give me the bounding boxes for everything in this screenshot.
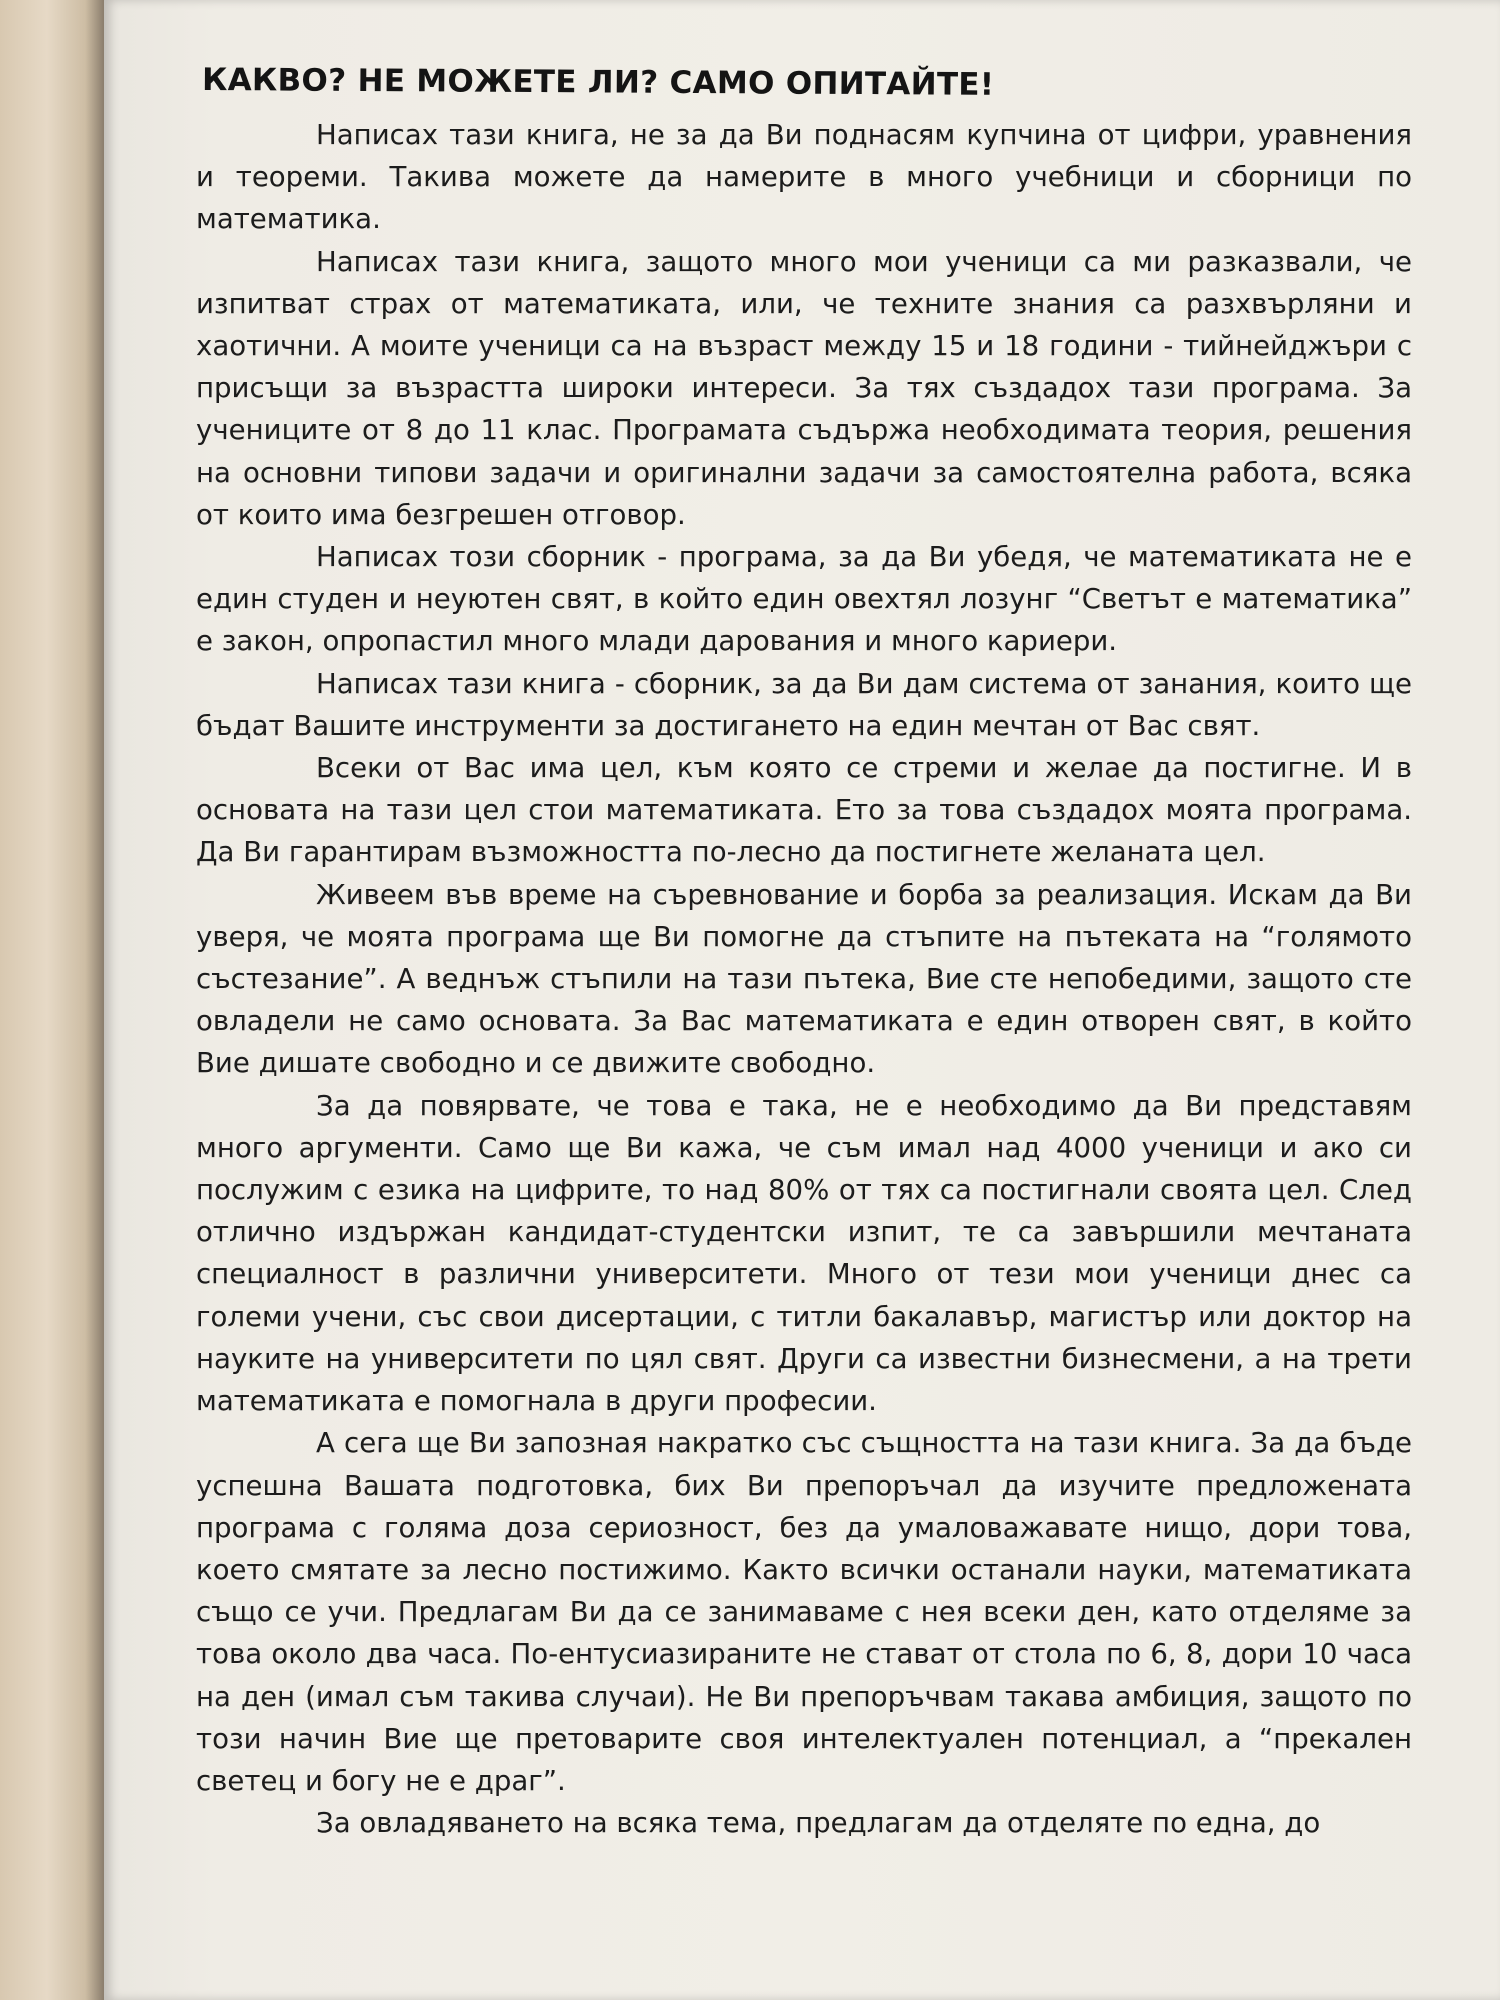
book-gutter [0, 0, 104, 2000]
paragraph: Живеем във време на съревнование и борба за реализация. Искам да Ви уверя, че моята програма ще Ви помогне да стъпите на пътеката на “голямото състезание”. А веднъж стъпили на тази пътека, Вие сте непобедими, защото сте овладели не само основата. За Вас математиката е един отворен свят, в който Вие дишате свободно и се движите свободно. [196, 877, 1412, 1080]
paragraph: Написах тази книга - сборник, за да Ви дам система от занания, които ще бъдат Вашите инструменти за достигането на един мечтан от Вас свят. [196, 666, 1412, 742]
paragraph: Написах този сборник - програма, за да Ви убедя, че математиката не е един студен и неуютен свят, в който един овехтял лозунг “Светът е математика” е закон, опропастил много млади дарования и много кариери. [196, 540, 1412, 658]
paragraph: Написах тази книга, защото много мои ученици са ми разказвали, че изпитват страх от математиката, или, че техните знания са разхвърляни и хаотични. А моите ученици са на възраст между 15 и 18 години - тийнейджъри с присъщи за възрастта широки интереси. За тях създадох тази програма. За учениците от 8 до 11 клас. Програмата съдържа необходимата теория, решения на основни типови задачи и оригинални задачи за самостоятелна работа, всяка от които има безгрешен отговор. [196, 244, 1412, 531]
paragraph: А сега ще Ви запозная накратко със същността на тази книга. За да бъде успешна Вашата подготовка, бих Ви препоръчал да изучите предложената програма с голяма доза сериозност, без да умаловажавате нищо, дори това, което смятате за лесно постижимо. Както всички останали науки, математиката също се учи. Предлагам Ви да се занимаваме с нея всеки ден, като отделяме за това около два часа. По-ентусиазираните не стават от стола по 6, 8, дори 10 часа на ден (имал съм такива случаи). Не Ви препоръчвам такава амбиция, защото по този начин Вие ще претоварите своя интелектуален потенциал, а “прекален светец и богу не е драг”. [196, 1426, 1412, 1797]
page-text [196, 62, 1412, 1844]
paragraph: За да повярвате, че това е така, не е необходимо да Ви представям много аргументи. Само ще Ви кажа, че съм имал над 4000 ученици и ако си послужим с езика на цифрите, то над 80% от тях са постигнали своята цел. След отлично издържан кандидат-студентски изпит, те са завършили мечтаната специалност в различни университети. Много от тези мои ученици днес са големи учени, със свои дисертации, с титли бакалавър, магистър или доктор на науките на университети по цял свят. Други са известни бизнесмени, а на трети математиката е помогнала в други професии. [196, 1088, 1412, 1418]
paragraph: Всеки от Вас има цел, към която се стреми и желае да постигне. И в основата на тази цел стои математиката. Ето за това създадох моята програма. Да Ви гарантирам възможността по-лесно да постигнете желаната цел. [196, 751, 1412, 869]
paragraph: За овладяването на всяка тема, предлагам да отделяте по една, до [316, 1806, 1321, 1840]
paragraph: Написах тази книга, не за да Ви поднасям купчина от цифри, уравнения и теореми. Такива можете да намерите в много учебници и сборници по математика. [196, 118, 1412, 236]
page-heading: КАКВО? НЕ МОЖЕТЕ ЛИ? САМО ОПИТАЙТЕ! [201, 62, 995, 103]
book-page [104, 0, 1500, 2000]
